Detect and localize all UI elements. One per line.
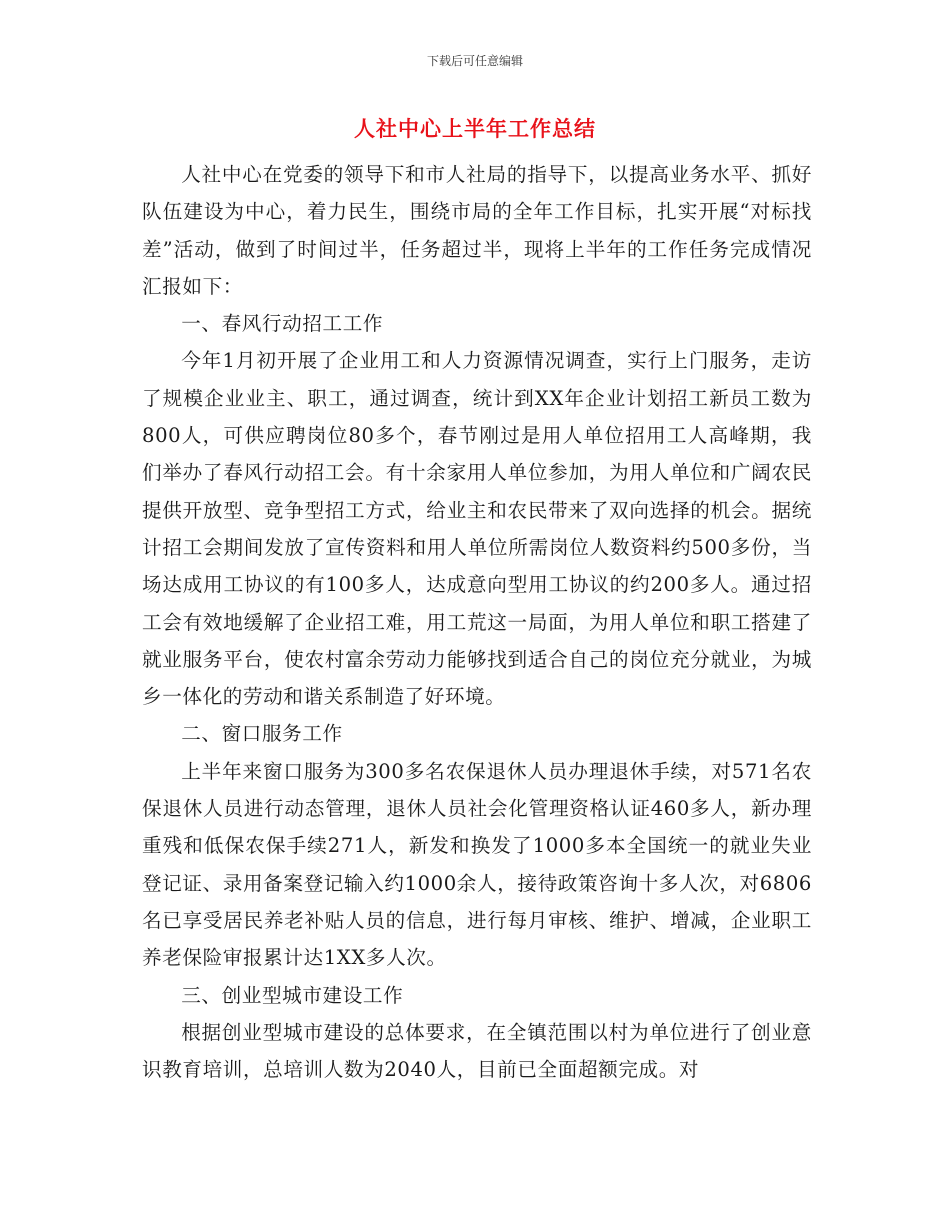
header-note: 下载后可任意编辑 [426,54,523,68]
section-heading-2: 二、窗口服务工作 [181,722,343,746]
section-1-paragraph: 今年1月初开展了企业用工和人力资源情况调查，实行上门服务，走访了规模企业业主、职工，通过调查，统计到XX年企业计划招工新员工数为800人，可供应聘岗位80多个，春节刚过是用人单位招用工人高峰期，我们举办了春风行动招工会。有十余家用人单位参加，为用人单位和广阔农民提供开放型、竞争型招工方式，给业主和农民带来了双向选择的机会。据统计招工会期间发放了宣传资料和用人单位所需岗位人数资料约500多份，当场达成用工协议的有100多人，达成意向型用工协议的约200多人。通过招工会有效地缓解了企业招工难，用工荒这一局面，为用人单位和职工搭建了就业服务平台，使农村富余劳动力能够找到适合自己的岗位充分就业，为城乡一体化的劳动和谐关系制造了好环境。 [142,349,812,709]
document-body [142,156,812,1088]
section-heading-3: 三、创业型城市建设工作 [181,983,404,1007]
document-title: 人社中心上半年工作总结 [354,116,596,141]
section-2-paragraph: 上半年来窗口服务为300多名农保退休人员办理退休手续，对571名农保退休人员进行动态管理，退休人员社会化管理资格认证460多人，新办理重残和低保农保手续271人，新发和换发了1000多本全国统一的就业失业登记证、录用备案登记输入约1000余人，接待政策咨询十多人次，对6806名已享受居民养老补贴人员的信息，进行每月审核、维护、增减，企业职工养老保险审报累计达1XX多人次。 [142,759,812,970]
intro-paragraph: 人社中心在党委的领导下和市人社局的指导下，以提高业务水平、抓好队伍建设为中心，着力民生，围绕市局的全年工作目标，扎实开展“对标找差”活动，做到了时间过半，任务超过半，现将上半年的工作任务完成情况汇报如下： [142,163,812,298]
section-heading-1: 一、春风行动招工工作 [181,312,384,336]
section-3-paragraph: 根据创业型城市建设的总体要求，在全镇范围以村为单位进行了创业意识教育培训，总培训人数为2040人，目前已全面超额完成。对 [142,1020,812,1082]
